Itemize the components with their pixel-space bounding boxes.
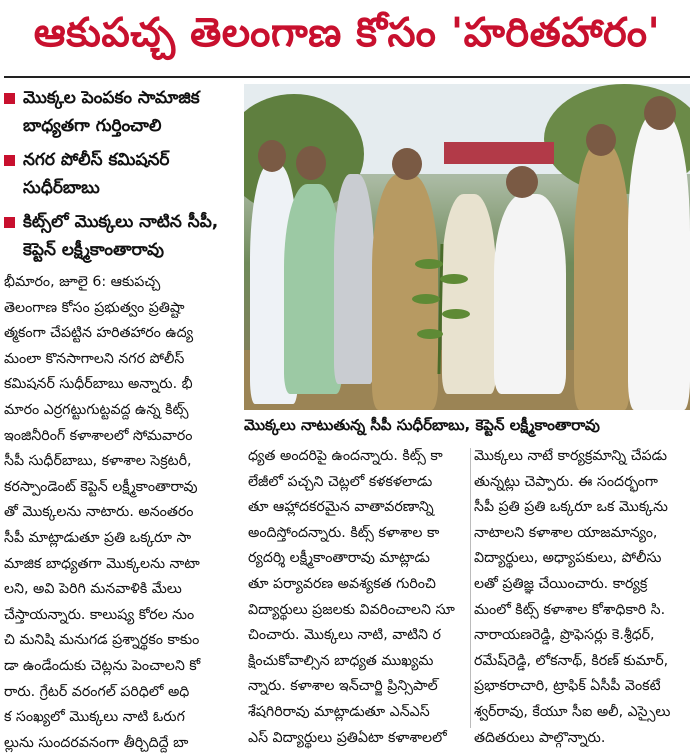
article-line: ఎస్ విద్యార్థులు ప్రతిఏటా కళాశాలలో — [248, 729, 447, 746]
highlight-text: మొక్కల పెంపకం సామాజిక బాధ్యతగా గుర్తించాలి — [23, 88, 200, 136]
square-bullet-icon — [4, 155, 15, 166]
article-line: లేజీలో పచ్చని చెట్లలో కళకళలాడు — [248, 473, 433, 490]
photo-head — [506, 166, 538, 198]
article-line: సీపీ మాట్లాడుతూ ప్రతి ఒక్కరూ సా — [4, 529, 192, 546]
article-line: సీపీ ప్రతి ప్రతి ఒక్కరూ ఒక మొక్కను — [474, 499, 668, 516]
article-line: రమేష్‌రెడ్డి, లోకనాథ్, కిరణ్ కుమార్, — [474, 652, 669, 669]
photo-person — [494, 194, 566, 394]
article-line: మొక్కలు నాటే కార్యక్రమాన్ని చేపడు — [474, 448, 667, 464]
article-line: లతో ప్రతిజ్ఞ చేయించారు. కార్యక్ర — [474, 575, 648, 592]
article-line: సీపీ సుధీర్‌బాబు, కళాశాల సెక్రటరీ, — [4, 453, 192, 470]
article-line: కరస్పాండెంట్ కెప్టెన్ లక్ష్మీకాంతారావు — [4, 478, 198, 495]
article-line: మంలా కొనసాగాలని నగర పోలీస్ — [4, 350, 185, 367]
article-line: అందిస్తోందన్నారు. కిట్స్ కళాశాల కా — [248, 524, 440, 541]
highlight-text: కిట్స్‌లో మొక్కలు నాటిన సీపీ, కెప్టెన్ లక్ష్మీకాంతారావు — [23, 212, 219, 260]
highlight-text: నగర పోలీస్ కమిషనర్ సుధీర్‌బాబు — [23, 150, 170, 198]
highlight-item — [4, 84, 240, 140]
article-line: చించారు. మొక్కలు నాటి, వాటిని ర — [248, 627, 441, 644]
article-line: శ్వర్‌రావు, కేయూ సీఐ అలీ, ఎస్సైలు — [474, 703, 671, 720]
article-line: డా ఉండేందుకు చెట్లను పెంచాలని కో — [4, 657, 201, 674]
headline-rule — [4, 76, 690, 78]
article-line: తెలంగాణ కోసం ప్రభుత్వం ప్రతిష్టా — [4, 299, 185, 316]
photo-tent — [444, 142, 554, 164]
square-bullet-icon — [4, 217, 15, 228]
headline: ఆకుపచ్చ తెలంగాణ కోసం 'హరితహారం' — [33, 10, 661, 56]
photo-person-police — [574, 144, 630, 410]
article-column-1 — [4, 270, 240, 756]
photo-head — [258, 140, 286, 172]
photo-caption: మొక్కలు నాటుతున్న సీపీ సుధీర్‌బాబు, కెప్టెన్ లక్ష్మీకాంతారావు — [244, 416, 600, 434]
sapling-icon — [404, 234, 474, 374]
article-column-2 — [248, 444, 466, 751]
article-line: ఇంజినీరింగ్ కళాశాలలో సోమవారం — [4, 427, 193, 444]
article-line: శేషగిరిరావు మాట్లాడుతూ ఎన్‌ఎస్ — [248, 703, 430, 720]
photo-person — [334, 174, 374, 384]
article-line: తూ పర్యావరణ అవశ్యకత గురించి — [248, 575, 436, 592]
news-photo — [244, 84, 690, 410]
article-line: చేస్తాయన్నారు. కాలుష్య కోరల నుం — [4, 606, 195, 623]
article-line: న్నారు. కళాశాల ఇన్‌చార్జి ప్రిన్సిపాల్ — [248, 678, 438, 695]
article-line: ర్యదర్శి లక్ష్మీకాంతారావు మాట్లాడు — [248, 550, 430, 567]
highlight-item — [4, 208, 240, 264]
article-line: త్మకంగా చేపట్టిన హరితహారం ఉద్య — [4, 325, 194, 342]
article-line: రారు. గ్రేటర్ వరంగల్ పరిధిలో అధి — [4, 683, 190, 700]
photo-head — [586, 124, 616, 156]
article-line: నాటాలని కళాశాల యాజమాన్యం, — [474, 524, 658, 541]
article-column-3 — [474, 444, 690, 751]
article-line: మారం ఎర్రగట్టుగుట్టవద్ద ఉన్న కిట్స్ — [4, 401, 189, 418]
article-line: తదితరులు పాల్గొన్నారు. — [474, 729, 606, 746]
article-line: చి మనిషి మనుగడ ప్రశ్నార్థకం కాకుం — [4, 632, 200, 649]
article-line: కమిషనర్ సుధీర్‌బాబు అన్నారు. భీ — [4, 376, 193, 393]
article-line: క సంఖ్యలో మొక్కలు నాటి ఓరుగ — [4, 709, 185, 726]
highlight-item — [4, 146, 240, 202]
article-line: నారాయణరెడ్డి, ప్రొఫెసర్లు కె.శ్రీధర్, — [474, 627, 655, 644]
column-divider — [470, 448, 471, 728]
article-line: మాజిక బాధ్యతగా మొక్కలను నాటా — [4, 555, 200, 572]
photo-person-police — [628, 114, 690, 410]
article-line: లని, అవి పెరిగి మనవాళికి మేలు — [4, 581, 182, 598]
article-line: ప్రభాకరాచారి, ట్రాఫిక్ ఏసీపీ వెంకటే — [474, 678, 661, 695]
article-line: తున్నట్లు చెప్పారు. ఈ సందర్భంగా — [474, 473, 658, 490]
article-line: మంలో కిట్స్ కళాశాల కోశాధికారి సి. — [474, 601, 666, 618]
article-line: భీమారం, జూలై 6: ఆకుపచ్చ — [4, 274, 161, 290]
article-line: విద్యార్థులు ప్రజలకు వివరించాలని సూ — [248, 601, 455, 618]
article-line: ల్లును సుందరవనంగా తీర్చిదిద్దే బా — [4, 734, 189, 751]
highlights-box — [4, 84, 240, 270]
article-line: విద్యార్థులు, అధ్యాపకులు, పోలీసు — [474, 550, 662, 567]
article-line: తో మొక్కలను నాటారు. అనంతరం — [4, 504, 194, 521]
article-line: ధ్యత అందరిపై ఉందన్నారు. కిట్స్ కా — [248, 448, 443, 464]
square-bullet-icon — [4, 93, 15, 104]
article-line: క్షించుకోవాల్సిన బాధ్యత ముఖ్యమ — [248, 652, 434, 669]
photo-head — [296, 146, 326, 180]
article-line: తూ ఆహ్లాదకరమైన వాతావరణాన్ని — [248, 499, 434, 516]
photo-head — [392, 148, 422, 180]
photo-head — [644, 96, 676, 130]
